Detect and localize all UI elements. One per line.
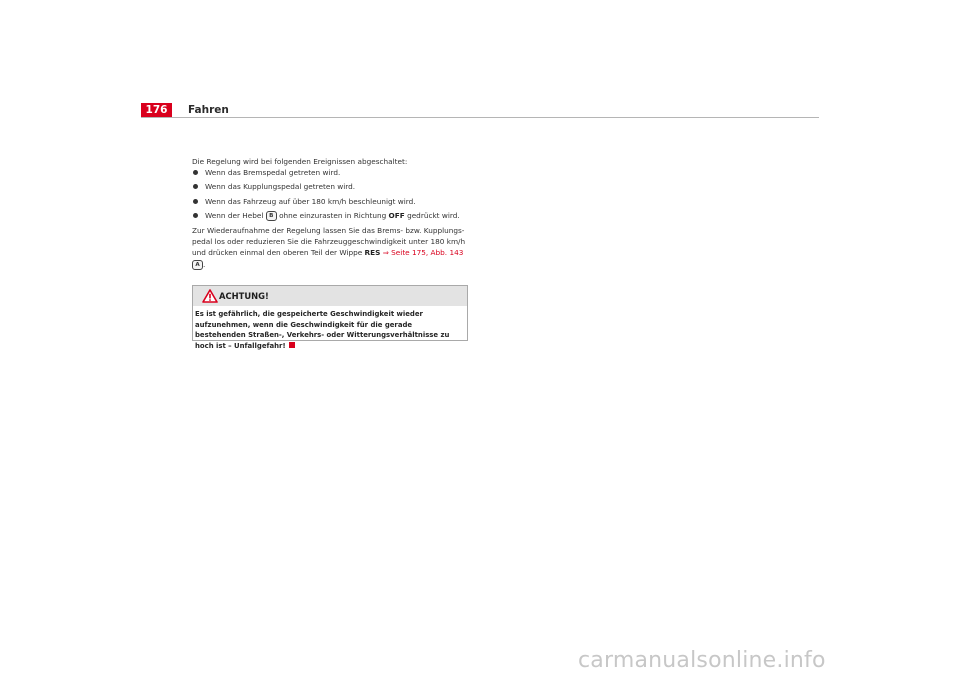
list-item-text: Wenn das Fahrzeug auf über 180 km/h beschleunigt wird. bbox=[205, 196, 416, 206]
list-item-text: Wenn der Hebel bbox=[205, 210, 264, 220]
warning-triangle-icon bbox=[202, 289, 218, 303]
off-key-label: OFF bbox=[388, 210, 405, 220]
resume-text: Zur Wiederaufnahme der Regelung lassen Sie das Brems- bzw. Kupplungs-pedal los oder reduzieren Sie die Fahrzeuggeschwindigkeit unter 180 km/h und drücken einmal den oberen Teil der Wippe bbox=[192, 226, 466, 258]
warning-box bbox=[192, 285, 468, 350]
bullet-icon bbox=[193, 184, 198, 189]
bullet-icon bbox=[193, 199, 198, 204]
list-item bbox=[192, 210, 468, 221]
end-marker-icon bbox=[289, 342, 295, 348]
list-item-text: gedrückt wird. bbox=[407, 210, 460, 220]
list-item-text: Wenn das Bremspedal getreten wird. bbox=[205, 168, 341, 178]
list-item bbox=[192, 181, 468, 192]
list-item bbox=[192, 167, 468, 178]
reference-b-badge: B bbox=[266, 211, 277, 221]
watermark: carmanualsonline.info bbox=[578, 648, 826, 673]
warning-body bbox=[193, 306, 467, 351]
reference-a-badge: A bbox=[192, 260, 203, 270]
warning-text: Es ist gefährlich, die gespeicherte Geschwindigkeit wieder aufzunehmen, wenn die Geschwindigkeit für die gerade bestehenden Straßen-, Verkehrs- oder Witterungsverhältnisse zu hoch ist – Unfallgefahr! bbox=[195, 310, 450, 350]
main-content bbox=[192, 156, 468, 270]
warning-title: ACHTUNG! bbox=[219, 291, 269, 301]
bullet-list bbox=[192, 167, 468, 221]
page-number: 176 bbox=[141, 103, 172, 118]
resume-paragraph bbox=[192, 225, 468, 270]
list-item bbox=[192, 196, 468, 207]
warning-header bbox=[193, 286, 467, 306]
bullet-icon bbox=[193, 170, 198, 175]
res-key-label: RES bbox=[364, 248, 381, 258]
list-item-text: Wenn das Kupplungspedal getreten wird. bbox=[205, 182, 356, 192]
list-item-text: ohne einzurasten in Richtung bbox=[279, 210, 387, 220]
resume-end: . bbox=[203, 259, 206, 269]
chapter-title: Fahren bbox=[188, 104, 229, 116]
page-reference-link[interactable]: ⇒ Seite 175, Abb. 143 bbox=[382, 248, 464, 258]
intro-text: Die Regelung wird bei folgenden Ereignissen abgeschaltet: bbox=[192, 157, 408, 166]
bullet-icon bbox=[193, 213, 198, 218]
header-divider bbox=[141, 117, 819, 118]
